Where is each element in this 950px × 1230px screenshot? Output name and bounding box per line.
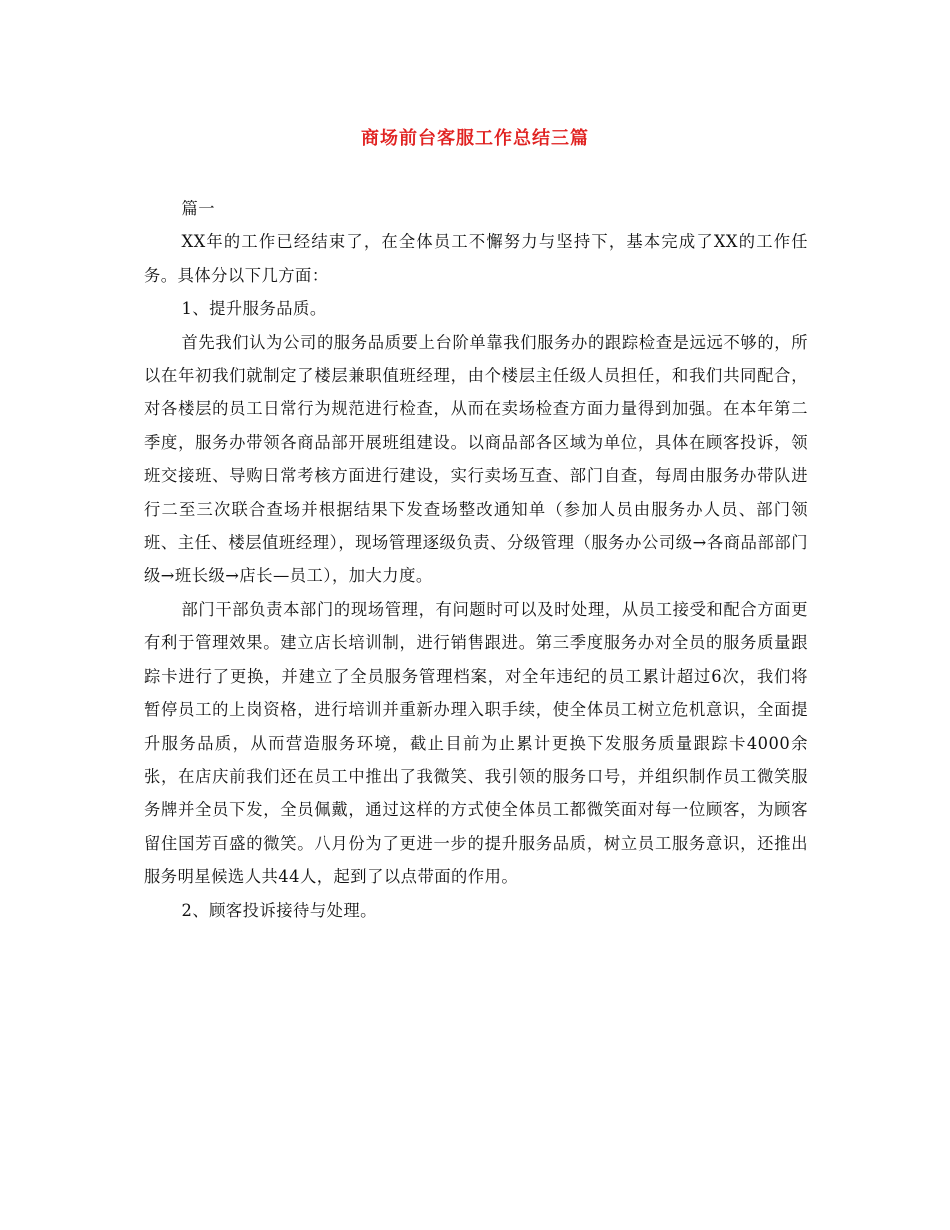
subheading-service-quality: 1、提升服务品质。	[181, 299, 327, 319]
document-title: 商场前台客服工作总结三篇	[361, 128, 589, 149]
intro-paragraph: XX年的工作已经结束了，在全体员工不懈努力与坚持下，基本完成了XX的工作任务。具体分以下几方面：	[144, 232, 808, 285]
section-heading: 篇一	[181, 199, 216, 218]
document-body	[144, 192, 808, 927]
body-paragraph: 首先我们认为公司的服务品质要上台阶单靠我们服务办的跟踪检查是远远不够的，所以在年初我们就制定了楼层兼职值班经理，由个楼层主任级人员担任，和我们共同配合，对各楼层的员工日常行为规范进行检查，从而在卖场检查方面力量得到加强。在本年第二季度，服务办带领各商品部开展班组建设。以商品部各区域为单位，具体在顾客投诉，领班交接班、导购日常考核方面进行建设，实行卖场互查、部门自查，每周由服务办带队进行二至三次联合查场并根据结果下发查场整改通知单（参加人员由服务办人员、部门领班、主任、楼层值班经理），现场管理逐级负责、分级管理（服务办公司级→各商品部部门级→班长级→店长—员工），加大力度。	[144, 332, 808, 586]
body-paragraph: 部门干部负责本部门的现场管理，有问题时可以及时处理，从员工接受和配合方面更有利于管理效果。建立店长培训制，进行销售跟进。第三季度服务办对全员的服务质量跟踪卡进行了更换，并建立了全员服务管理档案，对全年违纪的员工累计超过6次，我们将暂停员工的上岗资格，进行培训并重新办理入职手续，使全体员工树立危机意识，全面提升服务品质，从而营造服务环境，截止目前为止累计更换下发服务质量跟踪卡4000余张，在店庆前我们还在员工中推出了我微笑、我引领的服务口号，并组织制作员工微笑服务牌并全员下发，全员佩戴，通过这样的方式使全体员工都微笑面对每一位顾客，为顾客留住国芳百盛的微笑。八月份为了更进一步的提升服务品质，树立员工服务意识，还推出服务明星候选人共44人，起到了以点带面的作用。	[144, 599, 808, 887]
subheading-complaints: 2、顾客投诉接待与处理。	[181, 900, 377, 920]
